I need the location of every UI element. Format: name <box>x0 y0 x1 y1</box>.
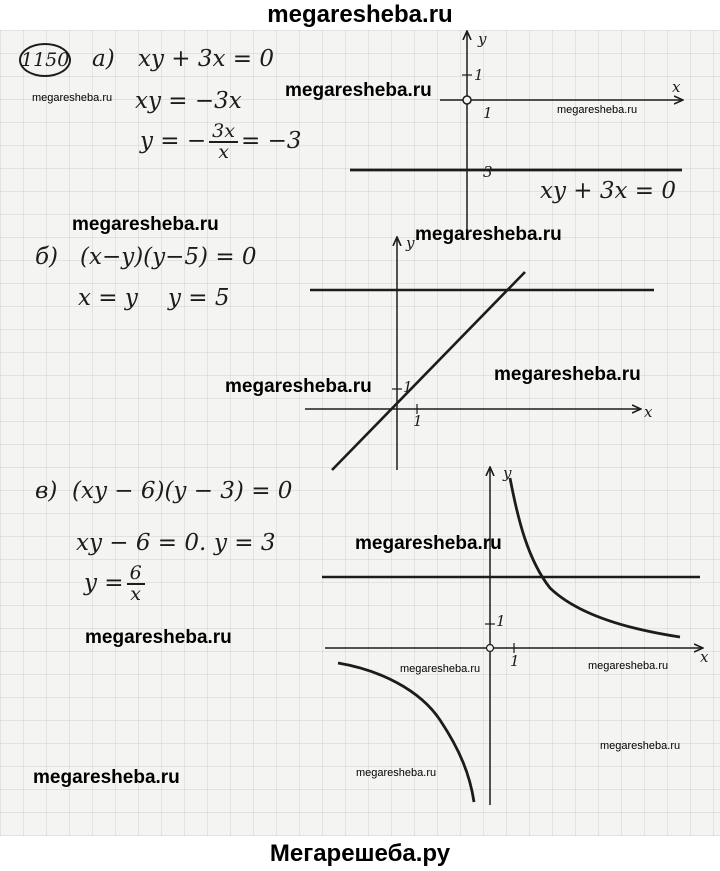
graph-c-x-label: x <box>700 648 709 666</box>
part-a-label: а) <box>92 46 115 72</box>
watermark: megaresheba.ru <box>355 533 502 554</box>
watermark: megaresheba.ru <box>225 376 372 397</box>
graph-c-tick-x: 1 <box>510 652 520 670</box>
graph-c-y-label: y <box>503 464 512 482</box>
graph-a-excluded-point <box>463 96 471 104</box>
watermark: megaresheba.ru <box>72 214 219 235</box>
part-a-equation: xy + 3x = 0 <box>138 46 274 72</box>
watermark: megaresheba.ru <box>557 104 638 116</box>
graph-b-y-label: y <box>406 234 415 252</box>
watermark: megaresheba.ru <box>588 660 669 672</box>
part-c-numerator: 6 <box>127 564 145 585</box>
watermark: megaresheba.ru <box>285 80 432 101</box>
part-b-solution-1: x = y <box>78 285 138 311</box>
graph-c <box>322 468 702 805</box>
part-b-label: б) <box>35 244 59 270</box>
graph-c-hyperbola-right <box>510 478 680 637</box>
part-c-step1b: y = 3 <box>214 530 276 556</box>
graph-b-tick-y: 1 <box>403 378 413 396</box>
watermark: megaresheba.ru <box>32 92 113 104</box>
part-a-step1: xy = −3x <box>135 88 242 114</box>
part-a-denominator: x <box>218 141 229 163</box>
part-c-label: в) <box>35 478 58 504</box>
part-b-solution-2: y = 5 <box>168 285 230 311</box>
site-footer: Мегарешеба.ру <box>269 840 451 867</box>
part-a-numerator: 3x <box>209 122 238 143</box>
part-c-step2 <box>84 564 148 604</box>
site-header: megaresheba.ru <box>267 1 453 28</box>
watermark: megaresheba.ru <box>600 740 681 752</box>
part-c-fraction <box>127 564 145 604</box>
problem-number: 1150 <box>19 43 71 77</box>
watermark: megaresheba.ru <box>400 663 481 675</box>
part-a-step2-prefix: y = − <box>140 128 207 154</box>
graph-b-x-label: x <box>644 403 653 421</box>
graph-a-x-label: x <box>672 78 681 96</box>
watermark: megaresheba.ru <box>494 364 641 385</box>
watermark: megaresheba.ru <box>85 627 232 648</box>
watermark: megaresheba.ru <box>415 224 562 245</box>
graph-c-tick-y: 1 <box>496 612 506 630</box>
graph-a-tick-3: 3 <box>483 163 493 181</box>
part-a-step2-suffix: = −3 <box>240 128 302 154</box>
part-c-denominator: x <box>130 583 141 605</box>
watermark: megaresheba.ru <box>356 767 437 779</box>
graph-b <box>305 238 654 470</box>
part-a-fraction <box>209 122 238 162</box>
part-c-step2-prefix: y = <box>84 570 124 596</box>
graph-a-y-label: y <box>478 30 487 48</box>
watermark: megaresheba.ru <box>33 767 180 788</box>
part-b-equation: (x−y)(y−5) = 0 <box>80 244 257 270</box>
part-c-equation: (xy − 6)(y − 3) = 0 <box>72 478 293 504</box>
part-a-step2 <box>140 122 301 162</box>
graph-c-hyperbola-left <box>338 663 474 802</box>
graph-a-tick-y: 1 <box>474 66 484 84</box>
graph-b-tick-x: 1 <box>413 412 423 430</box>
graph-a-tick-x: 1 <box>483 104 493 122</box>
part-c-step1: xy − 6 = 0. <box>76 530 207 556</box>
graph-a-caption: xy + 3x = 0 <box>540 178 676 204</box>
